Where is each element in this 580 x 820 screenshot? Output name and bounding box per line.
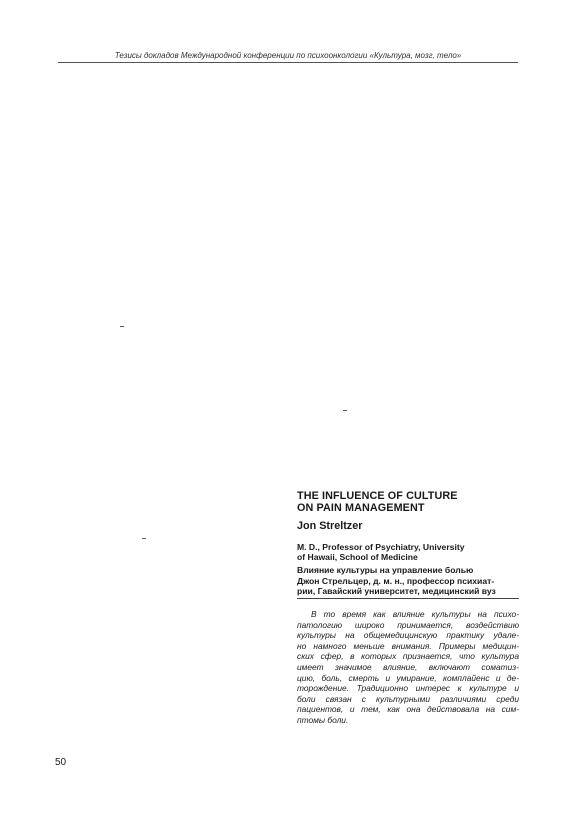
affiliation-line: of Hawaii, School of Medicine xyxy=(297,552,418,562)
abstract-line: пациентов, и тем, как она действовала на сим- xyxy=(297,704,519,715)
russian-title-block xyxy=(297,565,527,597)
stray-mark xyxy=(343,410,347,411)
stray-mark xyxy=(142,538,146,539)
article-title xyxy=(297,490,537,514)
abstract-line: но намного меньше внимания. Примеры медицин- xyxy=(297,640,519,651)
abstract-line: имеет значимое влияние, включают соматиз- xyxy=(297,661,519,672)
abstract-line: птомы боли. xyxy=(297,714,349,725)
title-line: THE INFLUENCE OF CULTURE xyxy=(297,490,458,502)
abstract-line: культуры на общемедицинскую практику удале- xyxy=(297,630,519,641)
abstract-line: В то время как влияние культуры на психо- xyxy=(311,609,519,619)
author-affiliation xyxy=(297,542,537,562)
abstract-line: боли связан с культурными различиями среди xyxy=(297,693,519,704)
header-rule xyxy=(58,62,518,63)
running-head: Тезисы докладов Международной конференции по психоонкологии «Культура, мозг, тело» xyxy=(114,51,462,60)
section-rule xyxy=(297,598,519,599)
title-line: ON PAIN MANAGEMENT xyxy=(297,502,425,514)
abstract-line: патологию широко принимается, воздействию xyxy=(297,619,519,630)
abstract-line: торождение. Традиционно интерес к культуре и xyxy=(297,683,519,694)
stray-mark xyxy=(120,326,124,327)
russian-line: рии, Гавайский университет, медицинский вуз xyxy=(297,586,496,596)
abstract-line: цию, боль, смерть и умирание, комплайенс и де- xyxy=(297,672,519,683)
abstract xyxy=(297,609,519,726)
page-number: 50 xyxy=(55,757,67,768)
russian-line: Влияние культуры на управление болью xyxy=(297,565,474,575)
author-name: Jon Streltzer xyxy=(297,520,363,532)
abstract-line: ских сфер, в которых признается, что культура xyxy=(297,651,519,662)
russian-line: Джон Стрельцер, д. м. н., профессор психиат- xyxy=(297,575,495,586)
affiliation-line: M. D., Professor of Psychiatry, University xyxy=(297,542,465,552)
